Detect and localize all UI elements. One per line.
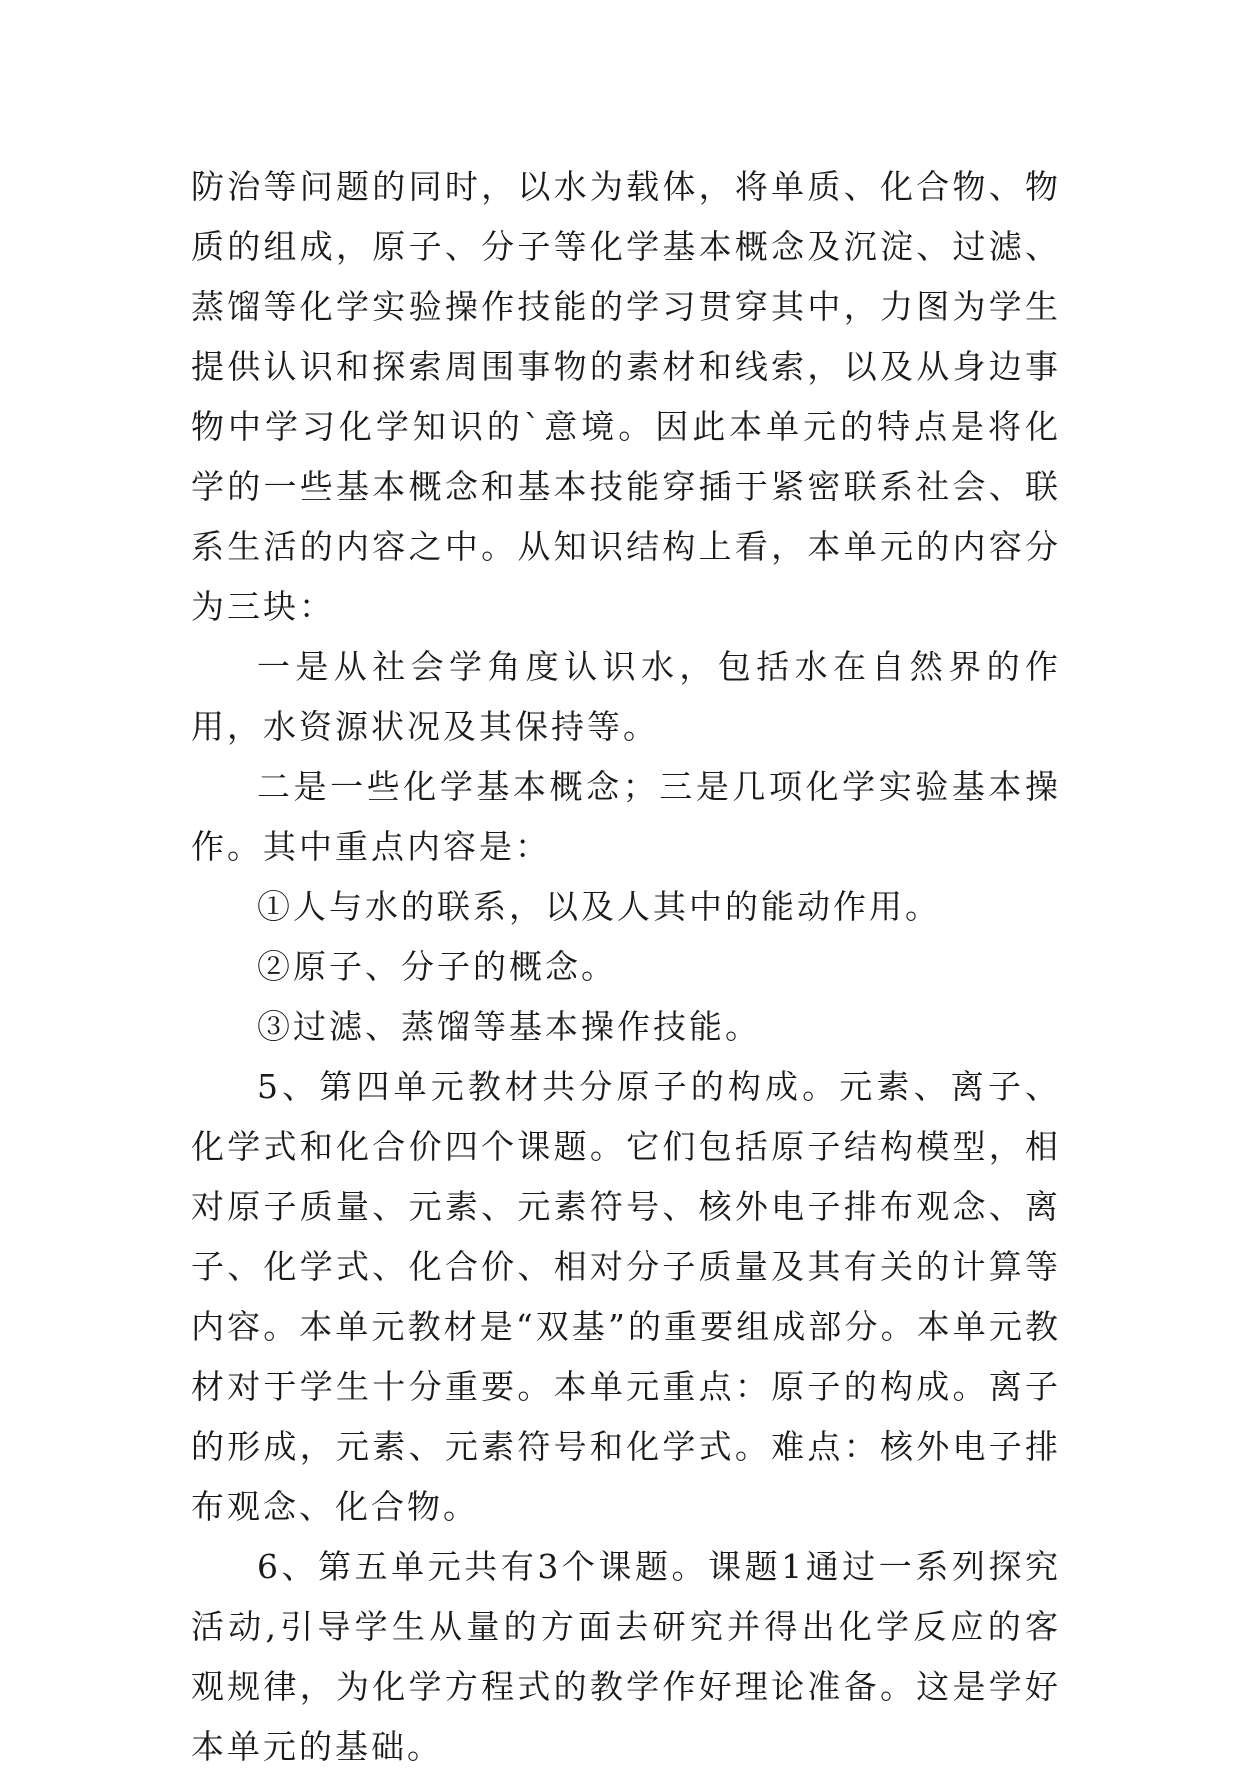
paragraph-part-one: 一是从社会学角度认识水，包括水在自然界的作用，水资源状况及其保持等。 bbox=[191, 647, 1061, 746]
paragraph-unit-four: 5、第四单元教材共分原子的构成。元素、离子、化学式和化合价四个课题。它们包括原子结构模型，相对原子质量、元素、元素符号、核外电子排布观念、离子、化学式、化合价、相对分子质量及其有关的计算等内容。本单元教材是“双基”的重要组成部分。本单元教材对于学生十分重要。本单元重点：原子的构成。离子的形成，元素、元素符号和化学式。难点：核外电子排布观念、化合物。 bbox=[191, 1067, 1061, 1526]
paragraph-part-two-three: 二是一些化学基本概念；三是几项化学实验基本操作。其中重点内容是： bbox=[191, 767, 1061, 866]
paragraph-intro: 防治等问题的同时，以水为载体，将单质、化合物、物质的组成，原子、分子等化学基本概念及沉淀、过滤、蒸馏等化学实验操作技能的学习贯穿其中，力图为学生提供认识和探索周围事物的素材和线索，以及从身边事物中学习化学知识的`意境。因此本单元的特点是将化学的一些基本概念和基本技能穿插于紧密联系社会、联系生活的内容之中。从知识结构上看，本单元的内容分为三块： bbox=[191, 167, 1061, 626]
list-item-key-point-2: ②原子、分子的概念。 bbox=[257, 947, 617, 986]
paragraph-unit-five: 6、第五单元共有3个课题。课题1通过一系列探究活动,引导学生从量的方面去研究并得出化学反应的客观规律，为化学方程式的教学作好理论准备。这是学好本单元的基础。 bbox=[191, 1547, 1061, 1766]
list-item-key-point-1: ①人与水的联系，以及人其中的能动作用。 bbox=[257, 887, 941, 926]
list-item-key-point-3: ③过滤、蒸馏等基本操作技能。 bbox=[257, 1007, 761, 1046]
document-body bbox=[191, 157, 1061, 1777]
